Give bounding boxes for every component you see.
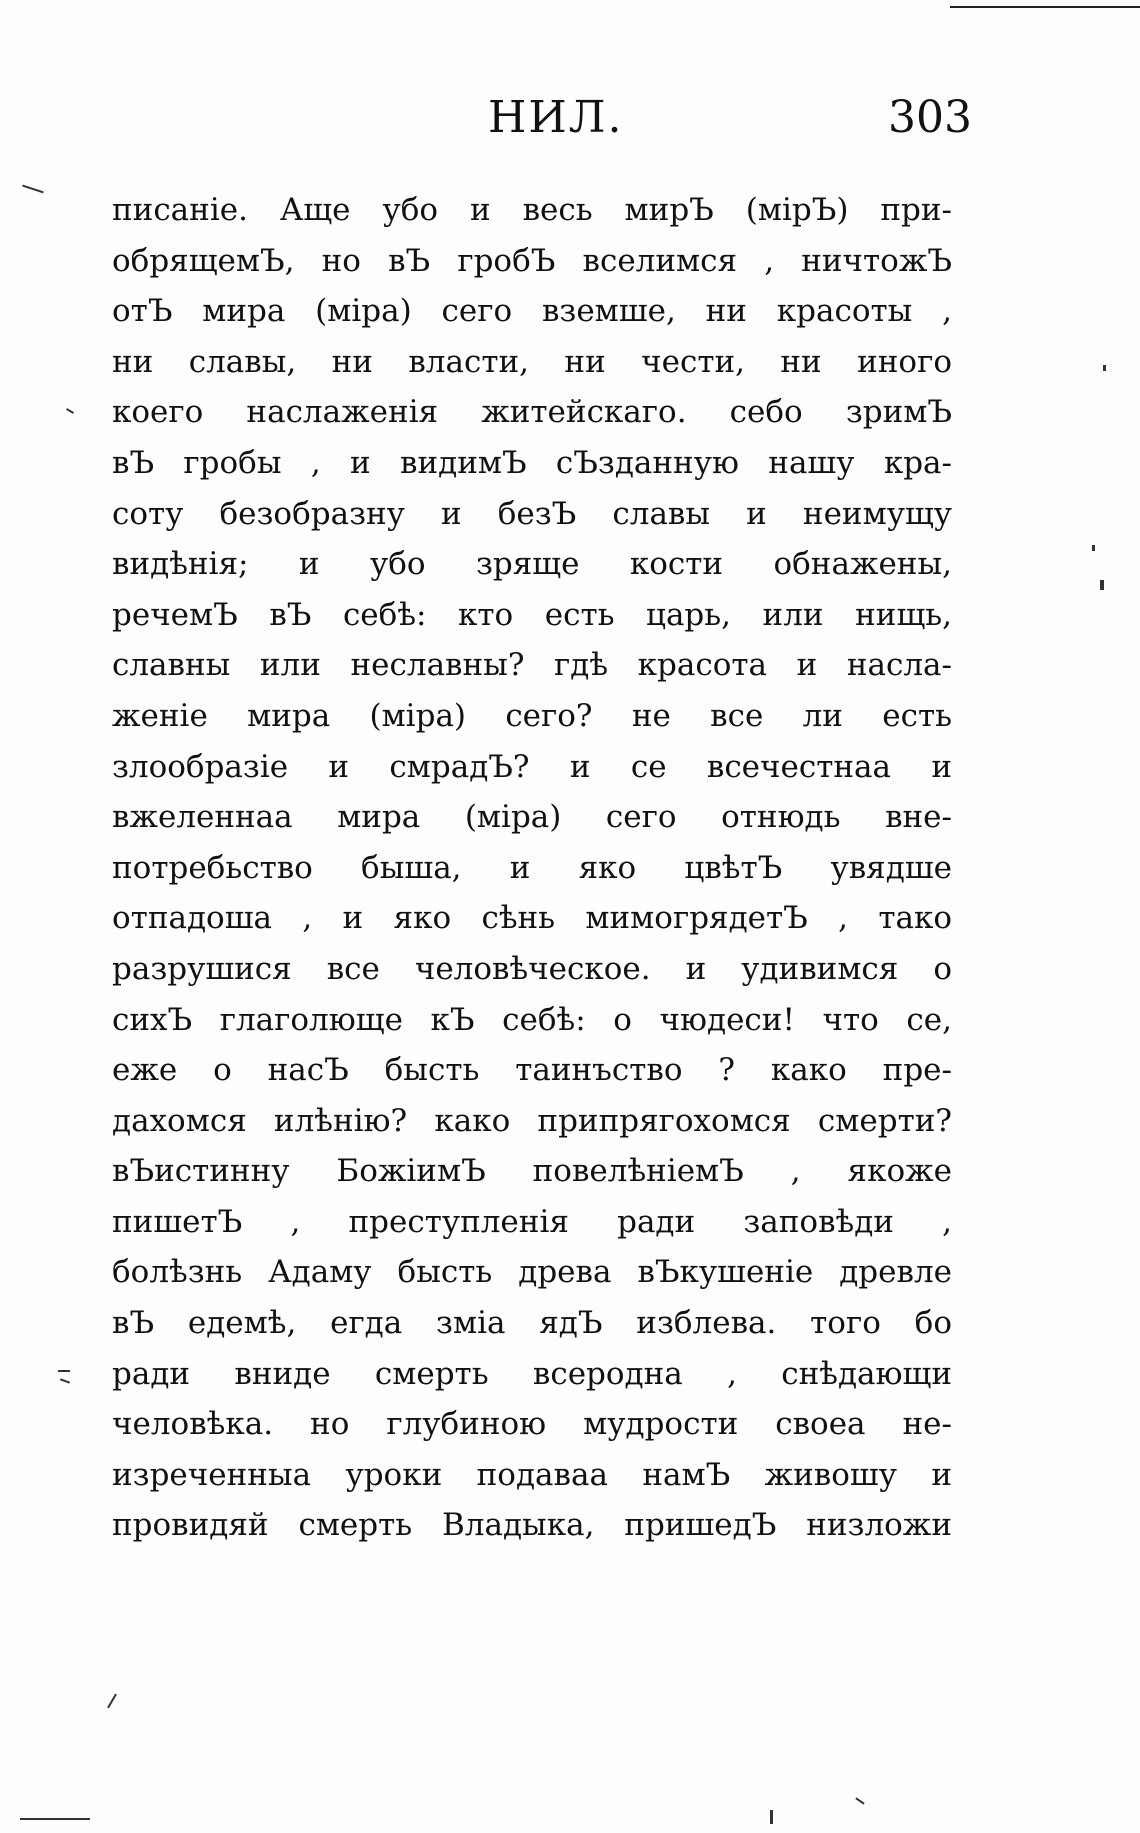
text-line: вЪ гробы , и видимЪ сЪзданную нашу кра-: [112, 444, 952, 481]
page-number: 303: [888, 92, 972, 143]
scan-speck: [1100, 580, 1104, 590]
text-line: писаніе. Аще убо и весь мирЪ (мірЪ) при-: [112, 192, 952, 228]
text-line: изреченныа уроки подаваа намЪ живошу и: [112, 1456, 952, 1493]
scan-speck: [60, 1378, 70, 1383]
text-line: болѣзнь Адаму бысть древа вЪкушеніе древле: [112, 1254, 952, 1291]
text-line: дахомся илѣнію? како припрягохомся смерти?: [112, 1102, 952, 1139]
scan-speck: [66, 408, 74, 414]
text-line: злообразіе и смрадЪ? и се всечестнаа и: [112, 748, 952, 785]
text-line: ни славы, ни власти, ни чести, ни иного: [112, 343, 952, 380]
text-line: вжеленнаа мира (міра) сего отнюдь вне-: [112, 799, 952, 836]
running-head: НИЛ.: [488, 92, 624, 143]
page-header: [0, 92, 1140, 152]
text-line: речемЪ вЪ себѣ: кто есть царь, или нищь,: [112, 596, 952, 633]
text-line: видѣнія; и убо зряще кости обнажены,: [112, 546, 952, 583]
scan-speck: [107, 1694, 117, 1709]
body-text: [112, 185, 952, 1551]
text-line: обрящемЪ, но вЪ гробЪ вселимся , ничтожЪ: [112, 242, 952, 279]
text-line: славны или неславны? гдѣ красота и насла-: [112, 647, 952, 684]
scan-speck: [855, 1797, 864, 1804]
text-line: еже о насЪ бысть таинъство ? како пре-: [112, 1052, 952, 1089]
text-line: вЪ едемѣ, егда зміа ядЪ изблева. того бо: [112, 1305, 952, 1342]
scan-speck: [20, 1818, 90, 1820]
text-line: пишетЪ , преступленія ради заповѣди ,: [112, 1203, 952, 1240]
scan-speck: [58, 1370, 70, 1372]
text-line: соту безобразну и безЪ славы и неимущу: [112, 495, 952, 532]
text-line: ради вниде смерть всеродна , снѣдающи: [112, 1355, 952, 1392]
text-line: отЪ мира (міра) сего вземше, ни красоты ,: [112, 293, 952, 330]
text-line: коего наслаженія житейскаго. себо зримЪ: [112, 394, 952, 431]
text-line: женіе мира (міра) сего? не все ли есть: [112, 697, 952, 734]
text-line: потребьство быша, и яко цвѣтЪ увядше: [112, 849, 952, 886]
text-line: человѣка. но глубиною мудрости своеа не-: [112, 1406, 952, 1443]
text-line: провидяй смерть Владыка, пришедЪ низложи: [112, 1507, 952, 1544]
scan-speck: [1103, 365, 1106, 371]
text-line: отпадоша , и яко сѣнь мимогрядетЪ , тако: [112, 900, 952, 937]
top-edge-rule: [950, 6, 1140, 8]
scan-speck: [1092, 545, 1095, 551]
text-line: разрушися все человѣческое. и удивимся о: [112, 950, 952, 987]
text-line: вЪистинну БожіимЪ повелѣніемЪ , якоже: [112, 1153, 952, 1190]
scan-speck: [770, 1810, 773, 1824]
text-line: сихЪ глаголюще кЪ себѣ: о чюдеси! что се,: [112, 1001, 952, 1038]
scan-speck: [22, 185, 44, 194]
